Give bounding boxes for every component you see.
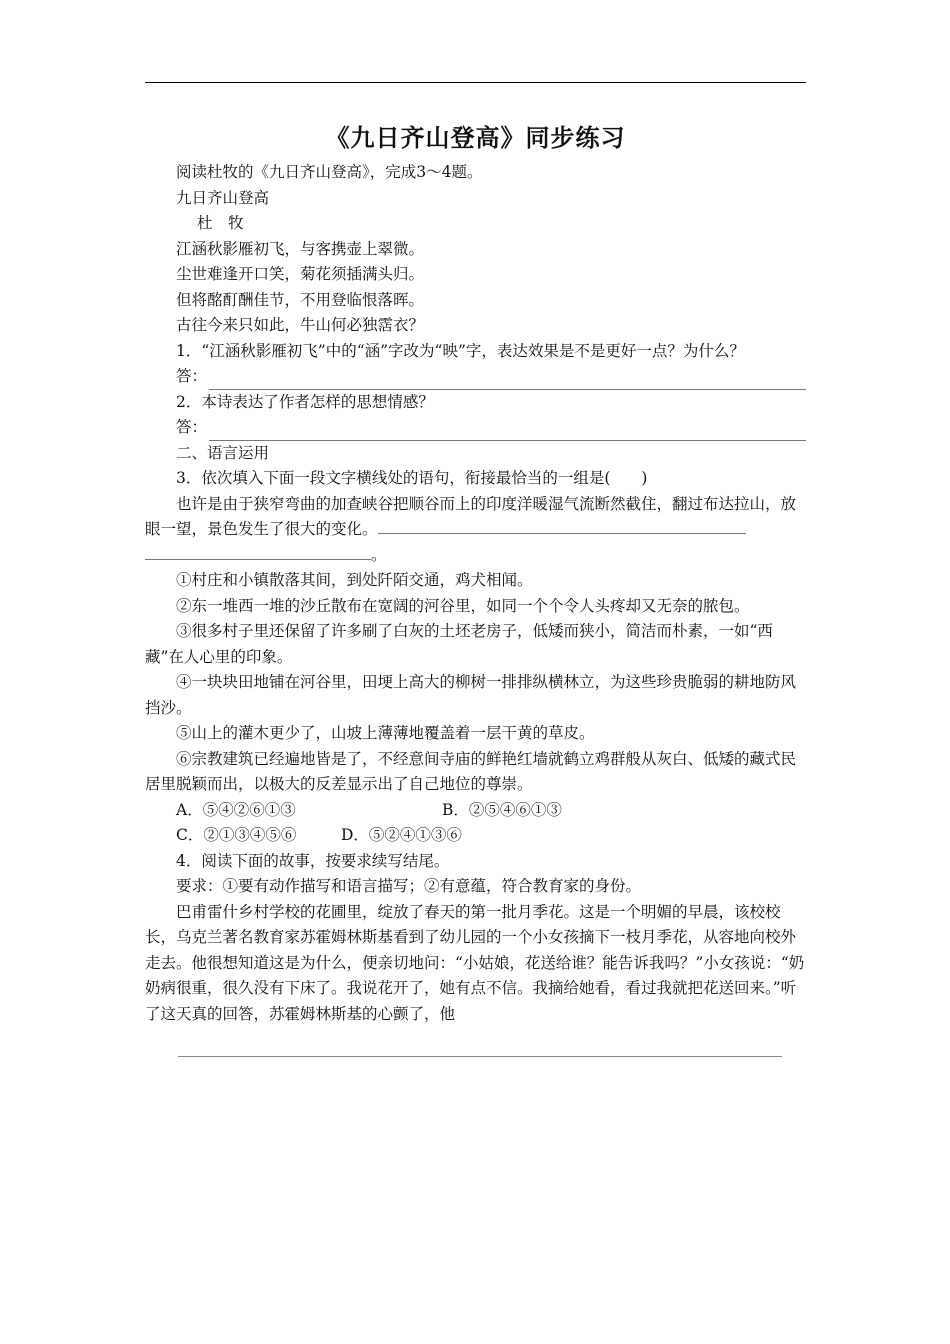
poem-line: 但将酩酊酬佳节，不用登临恨落晖。 — [176, 290, 425, 309]
option-b[interactable]: B．②⑤④⑥①③ — [442, 800, 562, 819]
passage-text: 也许是由于狭窄弯曲的加查峡谷把顺谷而上的印度洋暖湿气流断然截住，翻过布达拉山，放眼一望，景色发生了很大的变化。 — [145, 494, 797, 538]
option-c[interactable]: C．②①③④⑤⑥ — [176, 826, 297, 844]
poem-line: 尘世难逢开口笑，菊花须插满头归。 — [176, 265, 425, 283]
option-d[interactable]: D．⑤②④①③⑥ — [341, 826, 462, 844]
continuation-writing-line[interactable] — [178, 1056, 782, 1057]
question-1: 1．“江涵秋影雁初飞”中的“涵”字改为“映”字，表达效果是不是更好一点？为什么？ — [176, 341, 745, 360]
answer-label: 答： — [176, 418, 208, 436]
question-2: 2．本诗表达了作者怎样的思想情感？ — [176, 392, 434, 411]
document-body — [145, 118, 806, 1027]
header-rule — [145, 82, 806, 83]
fill-blank-line — [145, 543, 806, 569]
question-4-requirement: 要求：①要有动作描写和语言描写；②有意蕴，符合教育家的身份。 — [176, 877, 642, 895]
answer-blank[interactable] — [209, 372, 806, 390]
options-row-2 — [145, 823, 806, 849]
poem-line: 江涵秋影雁初飞，与客携壶上翠微。 — [176, 239, 425, 258]
answer-label: 答： — [176, 367, 208, 385]
intro-text: 阅读杜牧的《九日齐山登高》，完成3～4题。 — [176, 163, 483, 181]
answer-line-1[interactable] — [145, 364, 806, 390]
end-mark: 。 — [371, 545, 387, 564]
sentence-item: ⑤山上的灌木更少了，山坡上薄薄地覆盖着一层干黄的草皮。 — [176, 724, 595, 742]
answer-blank[interactable] — [209, 423, 806, 441]
fill-blank[interactable] — [145, 545, 371, 560]
fill-blank[interactable] — [378, 519, 746, 534]
question-4: 4．阅读下面的故事，按要求续写结尾。 — [176, 851, 450, 870]
poem-title: 九日齐山登高 — [176, 188, 270, 207]
sentence-item: ②东一堆西一堆的沙丘散布在宽阔的河谷里，如同一个个令人头疼却又无奈的脓包。 — [176, 596, 750, 615]
sentence-item: ③很多村子里还保留了许多刷了白灰的土坯老房子，低矮而狭小，简洁而朴素，一如“西藏”在人心里的印象。 — [145, 622, 773, 666]
question-3: 3．依次填入下面一段文字横线处的语句，衔接最恰当的一组是( ) — [176, 469, 648, 487]
sentence-item: ⑥宗教建筑已经遍地皆是了，不经意间寺庙的鲜艳红墙就鹤立鸡群般从灰白、低矮的藏式民居里脱颖而出，以极大的反差显示出了自己地位的尊崇。 — [145, 749, 797, 793]
question-4-story: 巴甫雷什乡村学校的花圃里，绽放了春天的第一批月季花。这是一个明媚的早晨，该校校长，乌克兰著名教育家苏霍姆林斯基看到了幼儿园的一个小女孩摘下一枝月季花，从容地向校外走去。他很想知道这是为什么，便亲切地问：“小姑娘，花送给谁？能告诉我吗？”小女孩说：“奶奶病很重，很久没有下床了。我说花开了，她有点不信。我摘给她看，看过我就把花送回来。”听了这天真的回答，苏霍姆林斯基的心颤了，他 — [145, 902, 805, 1023]
poem-author: 杜 牧 — [197, 214, 244, 232]
option-a[interactable]: A．⑤④②⑥①③ — [176, 800, 296, 819]
sentence-item: ④一块块田地铺在河谷里，田埂上高大的柳树一排排纵横林立，为这些珍贵脆弱的耕地防风挡沙。 — [145, 673, 797, 717]
options-row-1 — [145, 798, 806, 824]
page-title: 《九日齐山登高》同步练习 — [325, 123, 626, 152]
answer-line-2[interactable] — [145, 415, 806, 441]
poem-line: 古往今来只如此，牛山何必独霑衣？ — [176, 316, 425, 334]
sentence-item: ①村庄和小镇散落其间，到处阡陌交通，鸡犬相闻。 — [176, 571, 533, 589]
question-3-passage — [145, 492, 806, 543]
section-heading: 二、语言运用 — [176, 443, 270, 462]
